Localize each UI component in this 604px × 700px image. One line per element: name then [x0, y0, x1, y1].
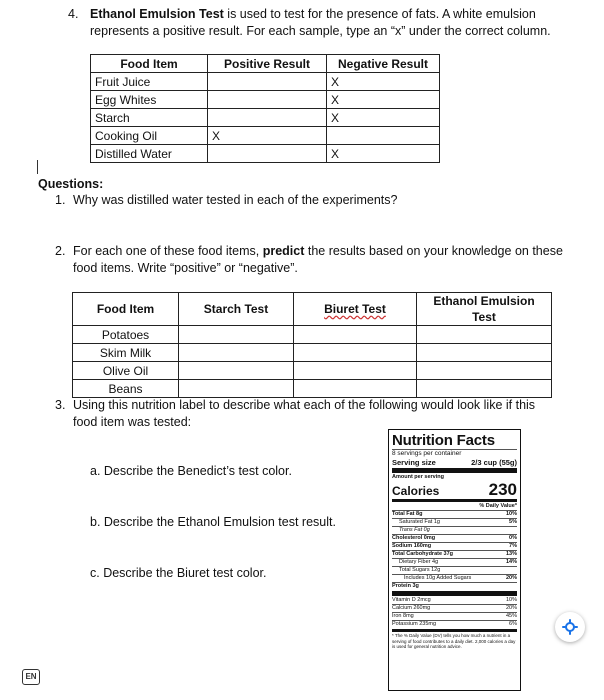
text-cursor	[37, 160, 38, 174]
question-number: 1.	[55, 193, 66, 207]
table-header: Positive Result	[208, 55, 327, 73]
nutrient-row: Trans Fat 0g	[399, 527, 430, 533]
table-cell[interactable]	[417, 344, 552, 362]
language-badge[interactable]: EN	[22, 669, 40, 685]
table-cell: Cooking Oil	[91, 127, 208, 145]
table-row	[73, 380, 552, 398]
table-cell[interactable]	[208, 91, 327, 109]
table-header: Food Item	[73, 293, 179, 326]
table-cell[interactable]	[179, 380, 294, 398]
table-header-row	[73, 293, 552, 326]
table-cell: Potatoes	[73, 326, 179, 344]
table-cell[interactable]	[208, 73, 327, 91]
table-cell[interactable]	[327, 127, 440, 145]
table-cell: Egg Whites	[91, 91, 208, 109]
table-cell[interactable]	[208, 109, 327, 127]
question-number: 4.	[68, 7, 79, 21]
nutrition-label	[388, 429, 521, 691]
table-row	[91, 145, 440, 163]
table-header-row	[91, 55, 440, 73]
prediction-table	[72, 292, 552, 398]
calories-row: Calories 230	[392, 480, 517, 499]
amount-per-serving: Amount per serving	[392, 474, 444, 480]
table-header: Negative Result	[327, 55, 440, 73]
table-cell[interactable]	[208, 145, 327, 163]
question-4	[68, 6, 568, 40]
nutrient-row: Saturated Fat 1g 5%	[399, 519, 517, 525]
question-2-text: For each one of these food items,	[73, 244, 263, 258]
table-cell[interactable]	[179, 362, 294, 380]
question-4-text: is used to test for the presence of fats. A white emulsion represents a positive result. For each sample, type an “x” under the correct column.	[90, 7, 551, 38]
table-cell[interactable]	[294, 326, 417, 344]
nutrient-row: Total Carbohydrate 37g 13%	[392, 551, 517, 557]
nutrient-row: Sodium 160mg 7%	[392, 543, 517, 549]
question-3b: b. Describe the Ethanol Emulsion test result.	[90, 515, 336, 529]
servings-per-container: 8 servings per container	[392, 450, 462, 457]
question-4-title: Ethanol Emulsion Test	[90, 7, 224, 21]
nutrient-row: Includes 10g Added Sugars 20%	[404, 575, 517, 581]
table-cell[interactable]	[294, 362, 417, 380]
table-cell: Starch	[91, 109, 208, 127]
table-cell[interactable]: X	[208, 127, 327, 145]
nutrition-footnote: * The % Daily Value (DV) tells you how much a nutrient in a serving of food contributes to a daily diet. 2,000 calories a day is used for general nutrition advice.	[392, 633, 516, 649]
question-1	[55, 192, 575, 209]
daily-value-header: % Daily Value*	[479, 503, 517, 509]
nutrient-row: Cholesterol 0mg 0%	[392, 535, 517, 541]
question-1-text: Why was distilled water tested in each of the experiments?	[73, 193, 398, 207]
nutrient-row: Total Fat 8g 10%	[392, 511, 517, 517]
table-cell[interactable]: X	[327, 145, 440, 163]
ethanol-results-table	[90, 54, 440, 163]
vitamin-row: Iron 8mg 45%	[392, 613, 517, 619]
nutrient-row: Protein 3g	[392, 583, 419, 589]
table-row	[73, 362, 552, 380]
table-cell[interactable]	[417, 362, 552, 380]
table-header: Ethanol Emulsion Test	[417, 293, 552, 326]
table-row	[91, 127, 440, 145]
table-cell[interactable]: X	[327, 109, 440, 127]
question-number: 3.	[55, 398, 66, 412]
table-cell[interactable]	[179, 326, 294, 344]
questions-heading: Questions:	[38, 177, 104, 191]
question-2-bold: predict	[262, 244, 305, 258]
table-cell: Fruit Juice	[91, 73, 208, 91]
nutrient-row: Total Sugars 12g	[399, 567, 441, 573]
table-row	[73, 344, 552, 362]
table-cell[interactable]	[294, 344, 417, 362]
table-cell[interactable]	[179, 344, 294, 362]
table-cell[interactable]: X	[327, 91, 440, 109]
table-row	[73, 326, 552, 344]
table-row	[91, 73, 440, 91]
serving-size-row: Serving size 2/3 cup (55g)	[392, 458, 517, 467]
question-2	[55, 243, 575, 277]
question-2-text-end: the results based on your knowledge on these food items. Write “positive” or “negative”.	[73, 244, 563, 275]
question-3	[55, 397, 555, 431]
table-cell[interactable]	[294, 380, 417, 398]
question-number: 2.	[55, 244, 66, 258]
table-cell: Olive Oil	[73, 362, 179, 380]
table-cell[interactable]	[417, 380, 552, 398]
nutrient-row: Dietary Fiber 4g 14%	[399, 559, 517, 565]
gear-icon	[562, 619, 578, 635]
table-cell[interactable]	[417, 326, 552, 344]
table-cell[interactable]: X	[327, 73, 440, 91]
table-header: Biuret Test	[294, 293, 417, 326]
vitamin-row: Potassium 235mg 6%	[392, 621, 517, 627]
table-header: Starch Test	[179, 293, 294, 326]
question-3-text: Using this nutrition label to describe what each of the following would look like if this food item was tested:	[73, 398, 536, 429]
table-cell: Skim Milk	[73, 344, 179, 362]
vitamin-row: Calcium 260mg 20%	[392, 605, 517, 611]
table-cell: Beans	[73, 380, 179, 398]
table-header: Food Item	[91, 55, 208, 73]
question-3c: c. Describe the Biuret test color.	[90, 566, 267, 580]
nutrition-title: Nutrition Facts	[392, 432, 495, 449]
table-cell: Distilled Water	[91, 145, 208, 163]
question-3a: a. Describe the Benedict’s test color.	[90, 464, 292, 478]
table-row	[91, 109, 440, 127]
settings-button[interactable]	[555, 612, 585, 642]
table-row	[91, 91, 440, 109]
vitamin-row: Vitamin D 2mcg 10%	[392, 597, 517, 603]
